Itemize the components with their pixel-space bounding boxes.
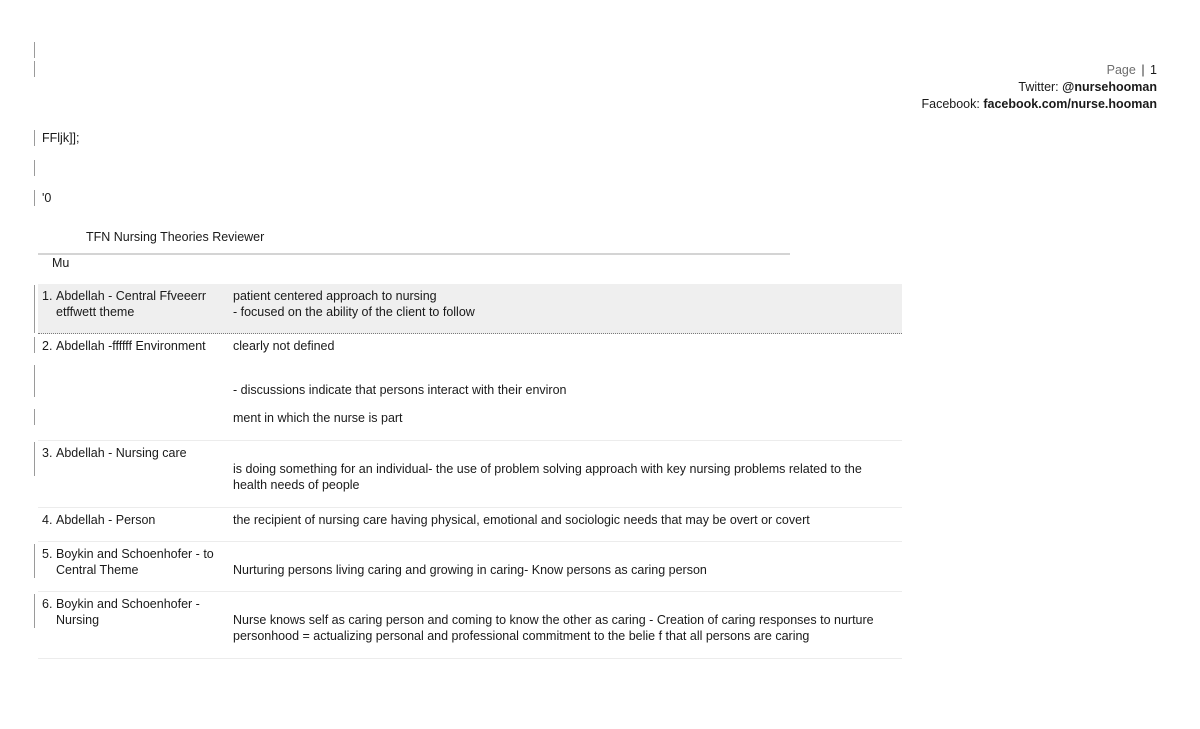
margin-bar [34, 409, 35, 425]
term-cell [42, 338, 220, 354]
term-cell [42, 512, 220, 528]
twitter-line [921, 79, 1157, 96]
term-label: Abdellah - Nursing care [56, 446, 187, 460]
stray-text-1: FFljk]]; [42, 131, 80, 145]
table-row [38, 284, 902, 334]
table-row [38, 441, 902, 508]
margin-bar [34, 130, 35, 146]
row-number: 1. [42, 289, 53, 303]
term-label: Boykin and Schoenhofer - to Central Theme [56, 547, 214, 577]
row-number: 5. [42, 547, 53, 561]
row-number: 2. [42, 339, 53, 353]
table-row [38, 592, 902, 659]
margin-bar [34, 365, 35, 397]
definition-line: - focused on the ability of the client to follow [233, 305, 475, 319]
facebook-line [921, 96, 1157, 113]
stray-text-2: '0 [42, 191, 52, 205]
twitter-label: Twitter: [1018, 80, 1059, 94]
term-label: Abdellah - Person [56, 513, 156, 527]
term-cell [42, 445, 220, 461]
table-row [38, 542, 902, 592]
row-number: 4. [42, 513, 53, 527]
margin-bar [34, 285, 35, 333]
term-label: Abdellah - Central Ffveeerr etffwett theme [56, 289, 207, 319]
margin-bar [34, 544, 35, 578]
margin-bar [34, 337, 35, 353]
row-number: 3. [42, 446, 53, 460]
term-cell [42, 288, 220, 320]
margin-bar [34, 160, 35, 176]
row-number: 6. [42, 597, 53, 611]
margin-bar [34, 190, 35, 206]
term-label: Boykin and Schoenhofer - Nursing [56, 597, 200, 627]
page-label: Page [1106, 63, 1136, 77]
title-rule [38, 253, 790, 255]
page-separator: | [1141, 63, 1145, 77]
page-number-line [921, 62, 1157, 79]
term-cell [42, 546, 220, 578]
facebook-label: Facebook: [921, 97, 980, 111]
definition-text: the recipient of nursing care having physical, emotional and sociologic needs that may be overt or covert [233, 513, 810, 527]
table-row [38, 334, 902, 441]
margin-bar [34, 594, 35, 628]
margin-bar [34, 61, 35, 77]
term-cell [42, 596, 220, 628]
stray-subtext: Mu [52, 256, 70, 270]
definition-line: clearly not defined [233, 339, 335, 353]
definition-text: Nurturing persons living caring and growing in caring- Know persons as caring person [233, 563, 707, 577]
definition-text: Nurse knows self as caring person and coming to know the other as caring - Creation of caring responses to nurture personhood = actualizing personal and professional commitment to the belie f that all persons are caring [233, 613, 874, 643]
page-number: 1 [1150, 63, 1157, 77]
twitter-handle: @nursehooman [1062, 80, 1157, 94]
document-title: TFN Nursing Theories Reviewer [86, 230, 265, 244]
margin-bar [34, 442, 35, 476]
margin-bar [34, 42, 35, 58]
term-label: Abdellah -ffffff Environment [56, 339, 206, 353]
definition-text: is doing something for an individual- the use of problem solving approach with key nursing problems related to the health needs of people [233, 462, 862, 492]
definition-line: patient centered approach to nursing [233, 289, 437, 303]
facebook-url: facebook.com/nurse.hooman [983, 97, 1157, 111]
page-header [921, 62, 1157, 113]
definition-line: ment in which the nurse is part [233, 411, 403, 425]
table-row [38, 508, 902, 542]
definition-line: - discussions indicate that persons interact with their environ [233, 383, 567, 397]
